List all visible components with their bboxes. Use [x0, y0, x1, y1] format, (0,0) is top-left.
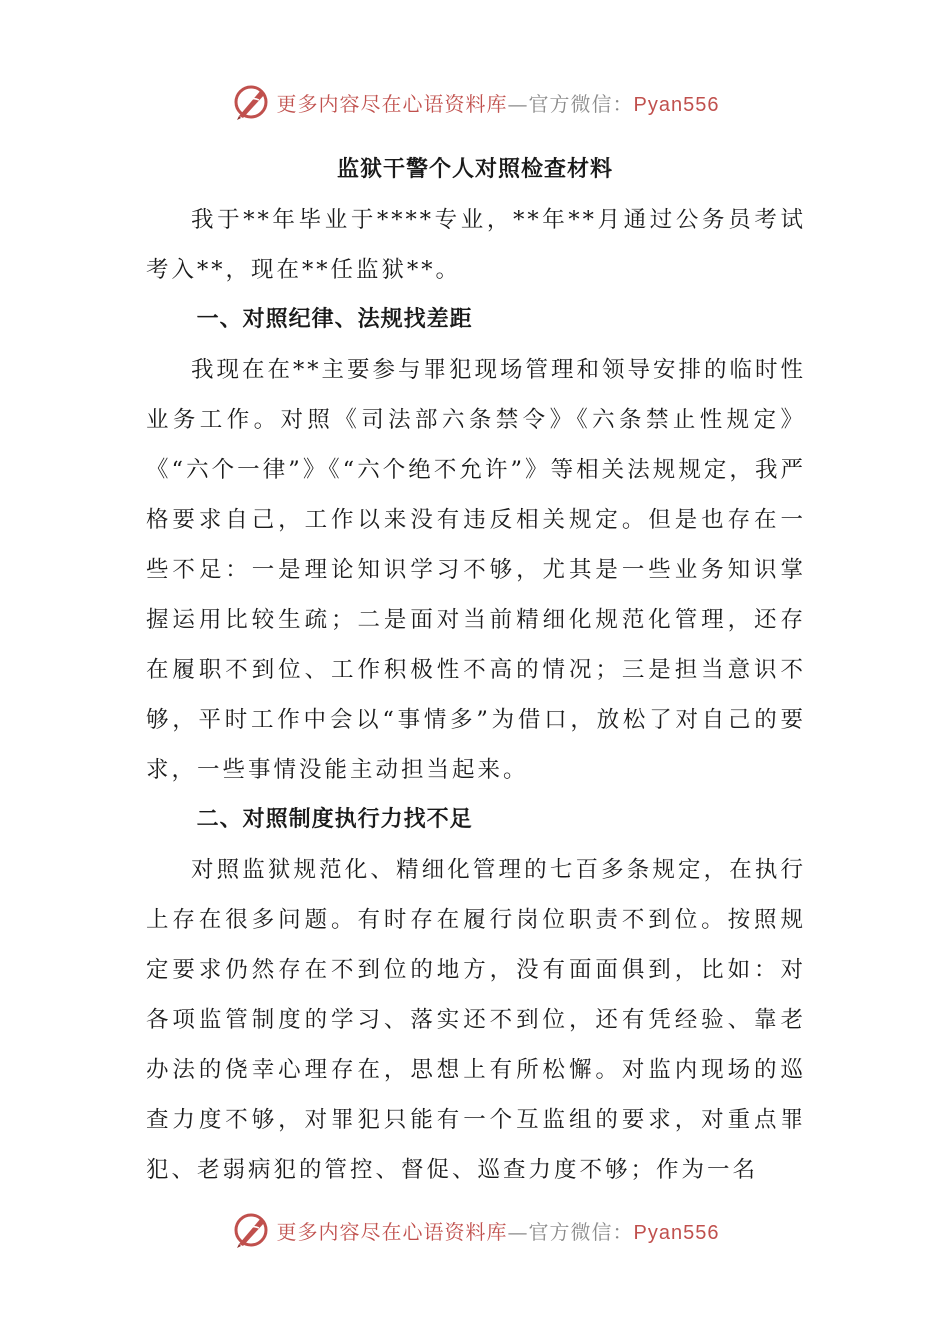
- watermark-prefix: 更多内容尽在心语资料库: [276, 1219, 508, 1244]
- watermark-text: [277, 88, 720, 117]
- watermark-wechat-label: 官方微信：: [528, 91, 634, 116]
- pen-logo-icon: [231, 82, 271, 122]
- watermark-wechat-id: Pyan556: [633, 93, 720, 116]
- section-2-paragraph: 对照监狱规范化、精细化管理的七百多条规定，在执行上存在很多问题。有时存在履行岗位职责不到位。按照规定要求仍然存在不到位的地方，没有面面俱到，比如：对各项监管制度的学习、落实还不到位，还有凭经验、靠老办法的侥幸心理存在，思想上有所松懈。对监内现场的巡查力度不够，对罪犯只能有一个互监组的要求，对重点罪犯、老弱病犯的管控、督促、巡查力度不够；作为一名: [146, 857, 806, 1183]
- pen-logo-icon: [231, 1210, 271, 1250]
- watermark-separator: —: [507, 91, 529, 116]
- watermark-banner-bottom: [0, 1208, 950, 1252]
- section-1-paragraph: 我现在在**主要参与罪犯现场管理和领导安排的临时性业务工作。对照《司法部六条禁令》《六条禁止性规定》《“六个一律”》《“六个绝不允许”》等相关法规规定，我严格要求自己，工作以来没有违反相关规定。但是也存在一些不足：一是理论知识学习不够，尤其是一些业务知识掌握运用比较生疏；二是面对当前精细化规范化管理，还存在履职不到位、工作积极性不高的情况；三是担当意识不够，平时工作中会以“事情多”为借口，放松了对自己的要求，一些事情没能主动担当起来。: [146, 357, 807, 783]
- document-body: [146, 195, 806, 1195]
- watermark-wechat-label: 官方微信：: [528, 1219, 634, 1244]
- watermark-banner-top: [0, 80, 950, 124]
- section-1-heading: 一、对照纪律、法规找差距: [196, 307, 473, 332]
- watermark-wechat-id: Pyan556: [633, 1221, 720, 1244]
- document-title: 监狱干警个人对照检查材料: [336, 157, 613, 182]
- watermark-text: [277, 1216, 720, 1245]
- intro-paragraph: 我于**年毕业于****专业，**年**月通过公务员考试考入**，现在**任监狱**。: [146, 207, 806, 283]
- section-2-heading: 二、对照制度执行力找不足: [196, 807, 473, 832]
- watermark-separator: —: [507, 1219, 529, 1244]
- watermark-prefix: 更多内容尽在心语资料库: [276, 91, 508, 116]
